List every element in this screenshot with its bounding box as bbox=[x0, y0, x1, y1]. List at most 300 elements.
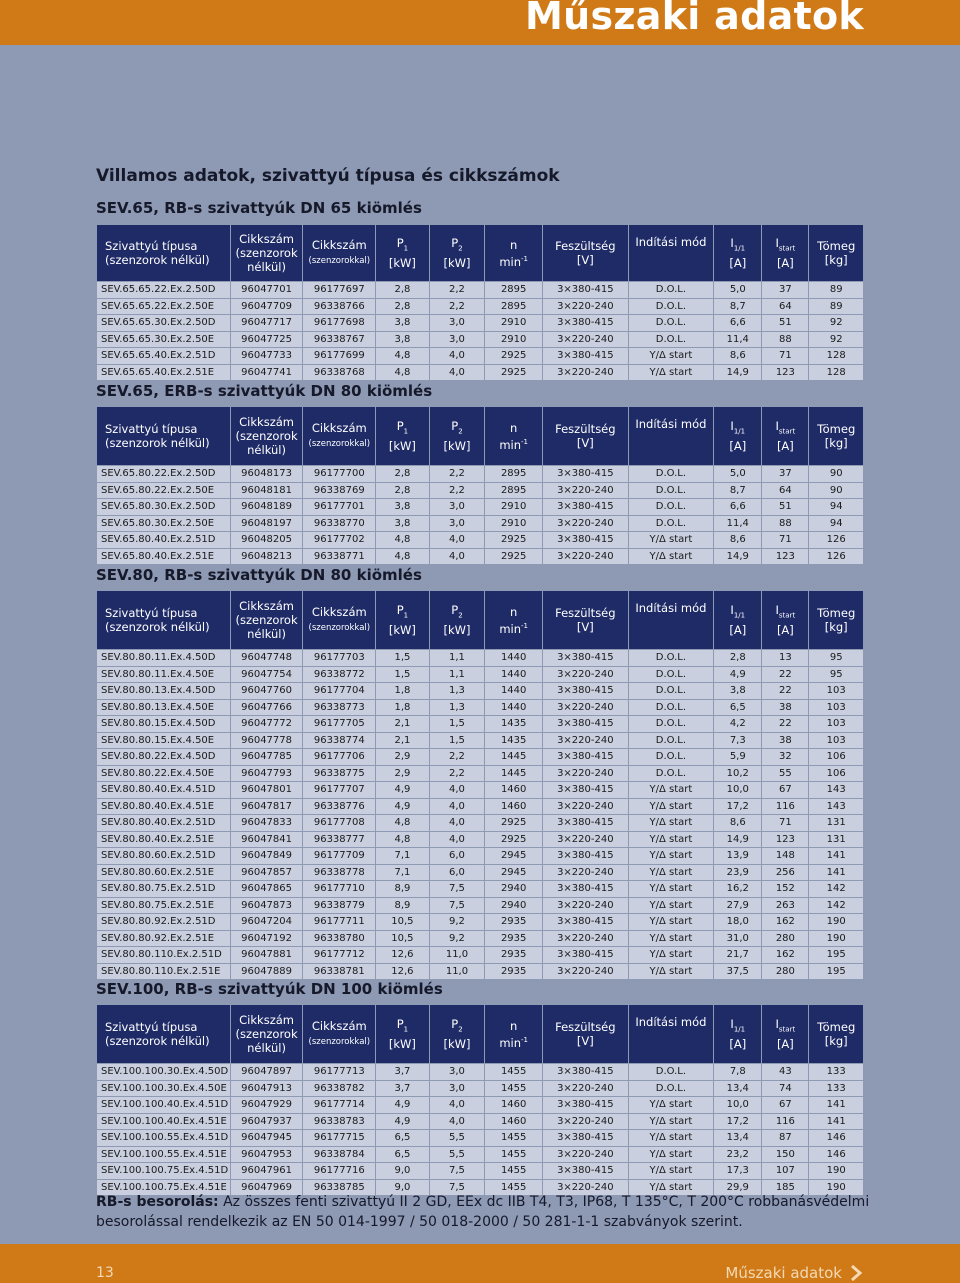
speed-rpm-cell: 2910 bbox=[485, 499, 543, 516]
col-art-with-header bbox=[303, 591, 376, 650]
article-without-sensors-cell: 96047709 bbox=[230, 298, 303, 315]
col-type-header-text: Szivattyú típusa bbox=[105, 606, 198, 620]
article-with-sensors-cell: 96177712 bbox=[303, 947, 376, 964]
pump-type-cell: SEV.65.65.22.Ex.2.50D bbox=[97, 282, 231, 299]
weight-kg-cell: 90 bbox=[809, 482, 864, 499]
table-row bbox=[97, 930, 864, 947]
col-art-with-header-text: Cikkszám bbox=[311, 605, 367, 619]
table-row bbox=[97, 348, 864, 365]
start-current-cell: 116 bbox=[762, 1113, 809, 1130]
article-with-sensors-cell: 96338785 bbox=[303, 1179, 376, 1196]
voltage-cell: 3×220-240 bbox=[543, 515, 629, 532]
col-type-header bbox=[97, 225, 231, 282]
header-row bbox=[97, 225, 864, 282]
col-type-header-text: Szivattyú típusa bbox=[105, 239, 198, 253]
article-with-sensors-cell: 96177716 bbox=[303, 1163, 376, 1180]
article-without-sensors-cell: 96047772 bbox=[230, 716, 303, 733]
col-p2-header bbox=[429, 407, 485, 466]
start-current-cell: 64 bbox=[762, 298, 809, 315]
pump-type-cell: SEV.65.80.40.Ex.2.51D bbox=[97, 532, 231, 549]
start-mode-cell: Y/Δ start bbox=[628, 848, 714, 865]
article-without-sensors-cell: 96047849 bbox=[230, 848, 303, 865]
p2-kw-cell: 2,2 bbox=[429, 466, 485, 483]
col-n-header-text: min bbox=[499, 621, 522, 636]
rated-current-cell: 7,8 bbox=[714, 1064, 762, 1081]
p2-kw-cell: 1,5 bbox=[429, 732, 485, 749]
col-i-start-header-text: [A] bbox=[776, 1036, 794, 1051]
col-start-mode-header bbox=[628, 1005, 714, 1064]
footer-title: Műszaki adatok bbox=[725, 1264, 842, 1282]
table-row bbox=[97, 881, 864, 898]
start-mode-cell: Y/Δ start bbox=[628, 914, 714, 931]
p2-kw-cell: 4,0 bbox=[429, 1097, 485, 1114]
col-n-header-text: min bbox=[499, 254, 522, 269]
start-mode-cell: Y/Δ start bbox=[628, 963, 714, 980]
col-voltage-header-text: [V] bbox=[576, 436, 594, 450]
voltage-cell: 3×220-240 bbox=[543, 897, 629, 914]
article-with-sensors-cell: 96338771 bbox=[303, 548, 376, 565]
article-with-sensors-cell: 96177699 bbox=[303, 348, 376, 365]
speed-rpm-cell: 1460 bbox=[485, 1097, 543, 1114]
start-current-cell: 152 bbox=[762, 881, 809, 898]
article-with-sensors-cell: 96338775 bbox=[303, 765, 376, 782]
article-without-sensors-cell: 96047766 bbox=[230, 699, 303, 716]
weight-kg-cell: 143 bbox=[809, 782, 864, 799]
rated-current-cell: 16,2 bbox=[714, 881, 762, 898]
start-mode-cell: D.O.L. bbox=[628, 298, 714, 315]
header-row bbox=[97, 407, 864, 466]
table-row bbox=[97, 1080, 864, 1097]
col-weight-header bbox=[809, 1005, 864, 1064]
start-current-cell: 43 bbox=[762, 1064, 809, 1081]
voltage-cell: 3×380-415 bbox=[543, 1064, 629, 1081]
col-start-mode-header-text: Indítási mód bbox=[635, 601, 707, 615]
voltage-cell: 3×220-240 bbox=[543, 1179, 629, 1196]
col-i-rated-header-text: [A] bbox=[729, 255, 747, 270]
col-voltage-header-text: [V] bbox=[576, 1034, 594, 1048]
article-with-sensors-cell: 96177705 bbox=[303, 716, 376, 733]
table-row bbox=[97, 765, 864, 782]
col-p2-header-text: P bbox=[451, 236, 459, 251]
rated-current-cell: 11,4 bbox=[714, 515, 762, 532]
speed-rpm-cell: 2945 bbox=[485, 864, 543, 881]
col-p2-header-text: 2 bbox=[458, 427, 463, 436]
col-p1-header-text: [kW] bbox=[388, 1036, 416, 1051]
p2-kw-cell: 11,0 bbox=[429, 963, 485, 980]
header-title: Műszaki adatok bbox=[524, 0, 864, 38]
weight-kg-cell: 195 bbox=[809, 963, 864, 980]
weight-kg-cell: 133 bbox=[809, 1064, 864, 1081]
start-current-cell: 22 bbox=[762, 666, 809, 683]
col-n-header-text: -1 bbox=[521, 254, 528, 263]
table-row bbox=[97, 1146, 864, 1163]
weight-kg-cell: 103 bbox=[809, 683, 864, 700]
article-with-sensors-cell: 96177711 bbox=[303, 914, 376, 931]
p2-kw-cell: 3,0 bbox=[429, 315, 485, 332]
pump-type-cell: SEV.80.80.40.Ex.2.51E bbox=[97, 831, 231, 848]
p2-kw-cell: 11,0 bbox=[429, 947, 485, 964]
col-art-without-header-text: Cikkszám bbox=[239, 1013, 294, 1027]
voltage-cell: 3×380-415 bbox=[543, 650, 629, 667]
col-p2-header-text: [kW] bbox=[443, 1036, 471, 1051]
col-voltage-header bbox=[543, 1005, 629, 1064]
p2-kw-cell: 6,0 bbox=[429, 848, 485, 865]
col-voltage-header bbox=[543, 591, 629, 650]
table-row bbox=[97, 548, 864, 565]
p1-kw-cell: 2,1 bbox=[376, 716, 429, 733]
col-p1-header-text: P bbox=[396, 1017, 404, 1032]
speed-rpm-cell: 1455 bbox=[485, 1179, 543, 1196]
p1-kw-cell: 12,6 bbox=[376, 947, 429, 964]
voltage-cell: 3×380-415 bbox=[543, 815, 629, 832]
p2-kw-cell: 1,1 bbox=[429, 650, 485, 667]
col-type-header-text: Szivattyú típusa bbox=[105, 1020, 198, 1034]
p1-kw-cell: 8,9 bbox=[376, 881, 429, 898]
rated-current-cell: 21,7 bbox=[714, 947, 762, 964]
start-mode-cell: Y/Δ start bbox=[628, 1179, 714, 1196]
col-p1-header bbox=[376, 225, 429, 282]
voltage-cell: 3×380-415 bbox=[543, 914, 629, 931]
article-without-sensors-cell: 96047725 bbox=[230, 331, 303, 348]
table-row bbox=[97, 848, 864, 865]
col-i-start-header-text: start bbox=[778, 1025, 796, 1034]
col-i-rated-header bbox=[714, 591, 762, 650]
weight-kg-cell: 190 bbox=[809, 930, 864, 947]
article-with-sensors-cell: 96177698 bbox=[303, 315, 376, 332]
rated-current-cell: 29,9 bbox=[714, 1179, 762, 1196]
weight-kg-cell: 126 bbox=[809, 548, 864, 565]
rated-current-cell: 14,9 bbox=[714, 831, 762, 848]
col-i-rated-header-text: 1/1 bbox=[733, 244, 746, 253]
table-row bbox=[97, 749, 864, 766]
speed-rpm-cell: 1455 bbox=[485, 1163, 543, 1180]
p1-kw-cell: 7,1 bbox=[376, 848, 429, 865]
start-mode-cell: Y/Δ start bbox=[628, 532, 714, 549]
rated-current-cell: 27,9 bbox=[714, 897, 762, 914]
p2-kw-cell: 5,5 bbox=[429, 1130, 485, 1147]
start-current-cell: 22 bbox=[762, 716, 809, 733]
voltage-cell: 3×380-415 bbox=[543, 881, 629, 898]
start-mode-cell: Y/Δ start bbox=[628, 364, 714, 381]
speed-rpm-cell: 1455 bbox=[485, 1080, 543, 1097]
start-mode-cell: Y/Δ start bbox=[628, 864, 714, 881]
speed-rpm-cell: 2895 bbox=[485, 282, 543, 299]
col-start-mode-header bbox=[628, 591, 714, 650]
p2-kw-cell: 4,0 bbox=[429, 364, 485, 381]
rated-current-cell: 5,9 bbox=[714, 749, 762, 766]
col-i-rated-header-text: I bbox=[730, 1017, 734, 1032]
start-current-cell: 280 bbox=[762, 963, 809, 980]
speed-rpm-cell: 2895 bbox=[485, 466, 543, 483]
article-without-sensors-cell: 96047961 bbox=[230, 1163, 303, 1180]
pump-type-cell: SEV.80.80.11.Ex.4.50D bbox=[97, 650, 231, 667]
article-with-sensors-cell: 96177710 bbox=[303, 881, 376, 898]
table-row bbox=[97, 666, 864, 683]
col-i-start-header-text: I bbox=[775, 236, 779, 251]
start-current-cell: 67 bbox=[762, 1097, 809, 1114]
article-with-sensors-cell: 96338774 bbox=[303, 732, 376, 749]
weight-kg-cell: 128 bbox=[809, 364, 864, 381]
start-mode-cell: D.O.L. bbox=[628, 482, 714, 499]
pump-type-cell: SEV.100.100.30.Ex.4.50D bbox=[97, 1064, 231, 1081]
article-without-sensors-cell: 96047913 bbox=[230, 1080, 303, 1097]
table-row bbox=[97, 732, 864, 749]
p1-kw-cell: 3,8 bbox=[376, 315, 429, 332]
p1-kw-cell: 2,8 bbox=[376, 282, 429, 299]
col-i-rated-header-text: [A] bbox=[729, 1036, 747, 1051]
col-p1-header bbox=[376, 1005, 429, 1064]
start-current-cell: 74 bbox=[762, 1080, 809, 1097]
p2-kw-cell: 2,2 bbox=[429, 482, 485, 499]
table-row bbox=[97, 963, 864, 980]
table-row bbox=[97, 331, 864, 348]
voltage-cell: 3×220-240 bbox=[543, 548, 629, 565]
rated-current-cell: 13,4 bbox=[714, 1130, 762, 1147]
speed-rpm-cell: 1435 bbox=[485, 732, 543, 749]
page-title: Villamos adatok, szivattyú típusa és cikkszámok bbox=[96, 166, 560, 186]
col-start-mode-header bbox=[628, 225, 714, 282]
article-without-sensors-cell: 96047748 bbox=[230, 650, 303, 667]
article-with-sensors-cell: 96177704 bbox=[303, 683, 376, 700]
col-art-without-header-text: (szenzorok bbox=[235, 613, 298, 627]
p1-kw-cell: 4,8 bbox=[376, 348, 429, 365]
classification-note bbox=[96, 1192, 876, 1232]
table-row bbox=[97, 1130, 864, 1147]
speed-rpm-cell: 2895 bbox=[485, 482, 543, 499]
rated-current-cell: 4,9 bbox=[714, 666, 762, 683]
p2-kw-cell: 9,2 bbox=[429, 914, 485, 931]
voltage-cell: 3×380-415 bbox=[543, 1163, 629, 1180]
col-i-rated-header-text: [A] bbox=[729, 622, 747, 637]
p2-kw-cell: 4,0 bbox=[429, 1113, 485, 1130]
voltage-cell: 3×220-240 bbox=[543, 930, 629, 947]
col-art-with-header-text: Cikkszám bbox=[311, 421, 367, 435]
speed-rpm-cell: 2935 bbox=[485, 963, 543, 980]
start-current-cell: 32 bbox=[762, 749, 809, 766]
weight-kg-cell: 90 bbox=[809, 466, 864, 483]
p2-kw-cell: 2,2 bbox=[429, 282, 485, 299]
p1-kw-cell: 10,5 bbox=[376, 914, 429, 931]
start-mode-cell: Y/Δ start bbox=[628, 348, 714, 365]
table-row bbox=[97, 947, 864, 964]
start-current-cell: 51 bbox=[762, 315, 809, 332]
col-i-rated-header-text: I bbox=[730, 236, 734, 251]
article-with-sensors-cell: 96338773 bbox=[303, 699, 376, 716]
start-current-cell: 107 bbox=[762, 1163, 809, 1180]
p1-kw-cell: 4,8 bbox=[376, 831, 429, 848]
article-with-sensors-cell: 96338783 bbox=[303, 1113, 376, 1130]
article-with-sensors-cell: 96338769 bbox=[303, 482, 376, 499]
voltage-cell: 3×220-240 bbox=[543, 331, 629, 348]
speed-rpm-cell: 2910 bbox=[485, 331, 543, 348]
col-voltage-header-text: [V] bbox=[576, 253, 594, 267]
col-i-start-header-text: [A] bbox=[776, 255, 794, 270]
pump-type-cell: SEV.100.100.30.Ex.4.50E bbox=[97, 1080, 231, 1097]
speed-rpm-cell: 2925 bbox=[485, 532, 543, 549]
col-p2-header-text: [kW] bbox=[443, 438, 471, 453]
col-i-start-header-text: start bbox=[778, 611, 796, 620]
p2-kw-cell: 1,3 bbox=[429, 683, 485, 700]
speed-rpm-cell: 1455 bbox=[485, 1064, 543, 1081]
start-current-cell: 38 bbox=[762, 699, 809, 716]
p2-kw-cell: 4,0 bbox=[429, 782, 485, 799]
pump-type-cell: SEV.80.80.40.Ex.2.51D bbox=[97, 815, 231, 832]
table-row bbox=[97, 699, 864, 716]
p2-kw-cell: 3,0 bbox=[429, 515, 485, 532]
col-art-with-header bbox=[303, 1005, 376, 1064]
start-current-cell: 71 bbox=[762, 532, 809, 549]
col-p1-header-text: 1 bbox=[403, 244, 409, 253]
pump-type-cell: SEV.80.80.75.Ex.2.51D bbox=[97, 881, 231, 898]
rated-current-cell: 10,0 bbox=[714, 1097, 762, 1114]
p2-kw-cell: 4,0 bbox=[429, 532, 485, 549]
col-art-without-header-text: Cikkszám bbox=[239, 599, 294, 613]
note-label: RB-s besorolás: bbox=[96, 1194, 219, 1210]
p2-kw-cell: 4,0 bbox=[429, 348, 485, 365]
start-mode-cell: D.O.L. bbox=[628, 315, 714, 332]
start-mode-cell: Y/Δ start bbox=[628, 831, 714, 848]
voltage-cell: 3×220-240 bbox=[543, 831, 629, 848]
p2-kw-cell: 7,5 bbox=[429, 881, 485, 898]
col-n-header bbox=[485, 407, 543, 466]
col-p1-header bbox=[376, 407, 429, 466]
col-p2-header-text: P bbox=[451, 603, 459, 618]
start-mode-cell: Y/Δ start bbox=[628, 815, 714, 832]
voltage-cell: 3×380-415 bbox=[543, 499, 629, 516]
col-art-without-header-text: nélkül) bbox=[247, 1041, 286, 1055]
table-row bbox=[97, 364, 864, 381]
article-without-sensors-cell: 96047897 bbox=[230, 1064, 303, 1081]
p1-kw-cell: 4,8 bbox=[376, 532, 429, 549]
col-p2-header-text: P bbox=[451, 1017, 459, 1032]
col-n-header bbox=[485, 1005, 543, 1064]
rated-current-cell: 10,2 bbox=[714, 765, 762, 782]
speed-rpm-cell: 2925 bbox=[485, 831, 543, 848]
rated-current-cell: 14,9 bbox=[714, 548, 762, 565]
weight-kg-cell: 126 bbox=[809, 532, 864, 549]
start-current-cell: 162 bbox=[762, 947, 809, 964]
start-mode-cell: D.O.L. bbox=[628, 683, 714, 700]
pump-type-cell: SEV.80.80.60.Ex.2.51E bbox=[97, 864, 231, 881]
article-with-sensors-cell: 96338782 bbox=[303, 1080, 376, 1097]
col-i-rated-header-text: I bbox=[730, 603, 734, 618]
p1-kw-cell: 3,8 bbox=[376, 331, 429, 348]
article-without-sensors-cell: 96048205 bbox=[230, 532, 303, 549]
col-i-start-header bbox=[762, 1005, 809, 1064]
weight-kg-cell: 195 bbox=[809, 947, 864, 964]
col-art-without-header bbox=[230, 1005, 303, 1064]
speed-rpm-cell: 2910 bbox=[485, 515, 543, 532]
col-art-with-header-text: (szenzorokkal) bbox=[308, 623, 371, 633]
rated-current-cell: 8,6 bbox=[714, 815, 762, 832]
rated-current-cell: 13,4 bbox=[714, 1080, 762, 1097]
article-with-sensors-cell: 96177709 bbox=[303, 848, 376, 865]
voltage-cell: 3×220-240 bbox=[543, 864, 629, 881]
p1-kw-cell: 9,0 bbox=[376, 1163, 429, 1180]
col-i-rated-header-text: 1/1 bbox=[733, 1025, 746, 1034]
p1-kw-cell: 4,9 bbox=[376, 798, 429, 815]
p2-kw-cell: 5,5 bbox=[429, 1146, 485, 1163]
col-p2-header bbox=[429, 1005, 485, 1064]
pump-type-cell: SEV.80.80.110.Ex.2.51E bbox=[97, 963, 231, 980]
start-current-cell: 123 bbox=[762, 831, 809, 848]
pump-type-cell: SEV.65.65.30.Ex.2.50D bbox=[97, 315, 231, 332]
speed-rpm-cell: 1460 bbox=[485, 782, 543, 799]
weight-kg-cell: 146 bbox=[809, 1146, 864, 1163]
voltage-cell: 3×380-415 bbox=[543, 282, 629, 299]
p2-kw-cell: 4,0 bbox=[429, 831, 485, 848]
article-without-sensors-cell: 96047937 bbox=[230, 1113, 303, 1130]
speed-rpm-cell: 1440 bbox=[485, 699, 543, 716]
article-without-sensors-cell: 96047929 bbox=[230, 1097, 303, 1114]
col-n-header bbox=[485, 225, 543, 282]
col-type-header bbox=[97, 1005, 231, 1064]
article-without-sensors-cell: 96048173 bbox=[230, 466, 303, 483]
col-weight-header bbox=[809, 591, 864, 650]
p1-kw-cell: 4,9 bbox=[376, 1113, 429, 1130]
rated-current-cell: 23,2 bbox=[714, 1146, 762, 1163]
speed-rpm-cell: 2925 bbox=[485, 348, 543, 365]
p1-kw-cell: 9,0 bbox=[376, 1179, 429, 1196]
chevron-right-icon bbox=[848, 1265, 864, 1281]
col-start-mode-header bbox=[628, 407, 714, 466]
col-i-start-header-text: [A] bbox=[776, 438, 794, 453]
table-row bbox=[97, 815, 864, 832]
start-current-cell: 263 bbox=[762, 897, 809, 914]
col-type-header-text: (szenzorok nélkül) bbox=[105, 620, 210, 634]
voltage-cell: 3×380-415 bbox=[543, 532, 629, 549]
col-art-with-header-text: Cikkszám bbox=[311, 238, 367, 252]
p1-kw-cell: 3,8 bbox=[376, 515, 429, 532]
rated-current-cell: 31,0 bbox=[714, 930, 762, 947]
p1-kw-cell: 6,5 bbox=[376, 1146, 429, 1163]
pump-type-cell: SEV.80.80.11.Ex.4.50E bbox=[97, 666, 231, 683]
speed-rpm-cell: 1440 bbox=[485, 683, 543, 700]
start-current-cell: 13 bbox=[762, 650, 809, 667]
col-weight-header-text: [kg] bbox=[824, 253, 848, 267]
rated-current-cell: 17,2 bbox=[714, 1113, 762, 1130]
article-without-sensors-cell: 96047865 bbox=[230, 881, 303, 898]
table-row bbox=[97, 650, 864, 667]
rated-current-cell: 6,5 bbox=[714, 699, 762, 716]
col-p1-header-text: 1 bbox=[403, 611, 409, 620]
start-mode-cell: D.O.L. bbox=[628, 765, 714, 782]
p2-kw-cell: 2,2 bbox=[429, 298, 485, 315]
col-type-header bbox=[97, 591, 231, 650]
article-without-sensors-cell: 96047841 bbox=[230, 831, 303, 848]
start-mode-cell: D.O.L. bbox=[628, 1080, 714, 1097]
col-type-header-text: (szenzorok nélkül) bbox=[105, 436, 210, 450]
col-art-with-header-text: (szenzorokkal) bbox=[308, 256, 371, 266]
col-type-header-text: (szenzorok nélkül) bbox=[105, 253, 210, 267]
col-p2-header bbox=[429, 225, 485, 282]
voltage-cell: 3×380-415 bbox=[543, 466, 629, 483]
col-art-with-header-text: Cikkszám bbox=[311, 1019, 367, 1033]
header-row bbox=[97, 1005, 864, 1064]
article-without-sensors-cell: 96047833 bbox=[230, 815, 303, 832]
article-with-sensors-cell: 96338768 bbox=[303, 364, 376, 381]
header-row bbox=[97, 591, 864, 650]
p2-kw-cell: 7,5 bbox=[429, 897, 485, 914]
col-i-start-header-text: I bbox=[775, 419, 779, 434]
pump-type-cell: SEV.65.65.40.Ex.2.51D bbox=[97, 348, 231, 365]
article-without-sensors-cell: 96048181 bbox=[230, 482, 303, 499]
footer-bar bbox=[0, 1244, 960, 1283]
start-current-cell: 116 bbox=[762, 798, 809, 815]
col-p2-header-text: 2 bbox=[458, 1025, 463, 1034]
article-without-sensors-cell: 96047857 bbox=[230, 864, 303, 881]
weight-kg-cell: 141 bbox=[809, 1113, 864, 1130]
